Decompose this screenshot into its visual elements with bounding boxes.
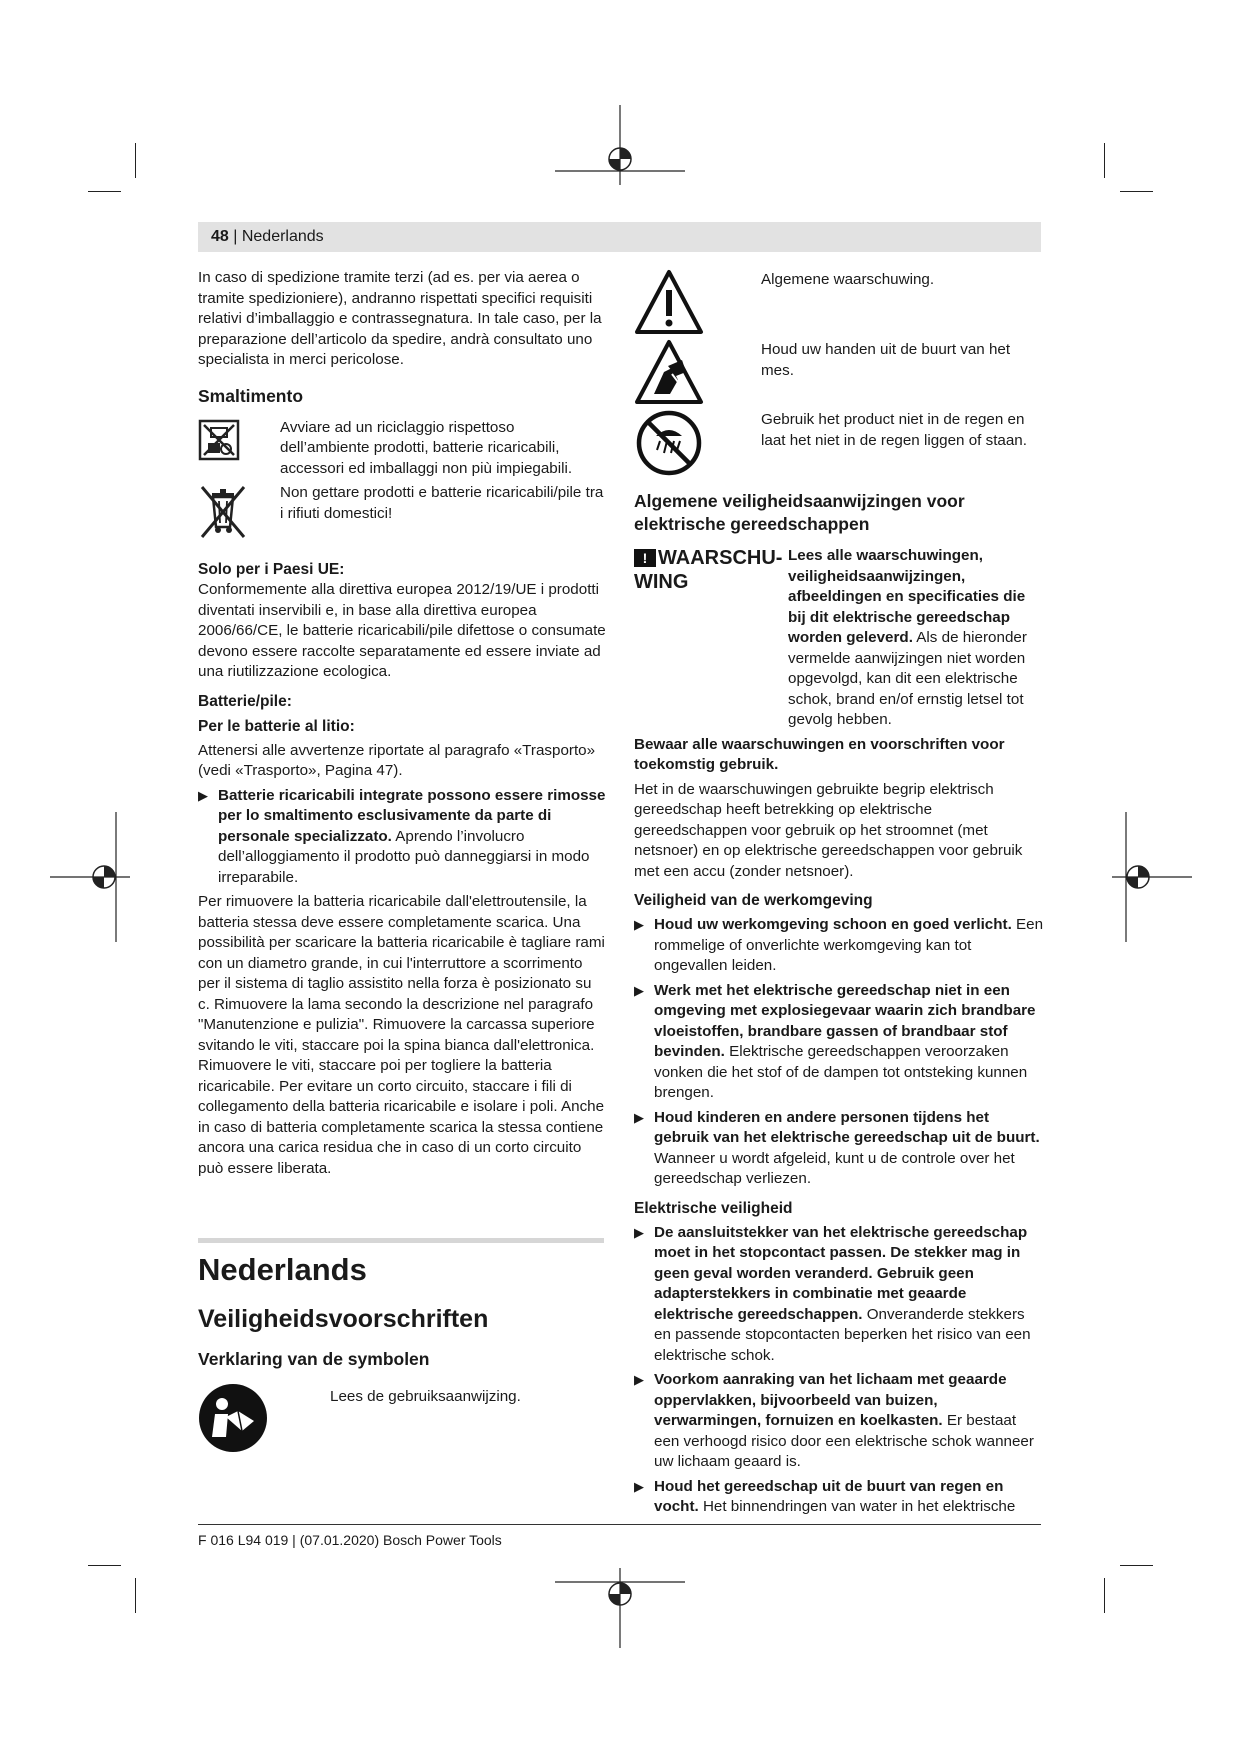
list-item	[634, 1223, 1044, 1367]
bullet-text: Wanneer u wordt afgeleid, kunt u de controle over het gereedschap verliezen.	[654, 1149, 1015, 1187]
bullet-arrow-icon: ▶	[634, 982, 644, 998]
crop-mark	[88, 1565, 121, 1566]
no-rain-icon	[634, 408, 704, 478]
crop-mark	[135, 143, 136, 178]
symbol-text: Lees de gebruiksaanwijzing.	[330, 1388, 521, 1405]
bullet-arrow-icon: ▶	[634, 1372, 644, 1387]
bullet-bold-text: De aansluitstekker van het elektrische gereedschap moet in het stopcontact passen. De stekker mag in geen geval worden veranderd. Gebruik geen adapterstekkers in combinatie met geaarde elektrische gereedschappen.	[654, 1223, 1028, 1323]
crop-mark	[135, 1578, 136, 1613]
hand-blade-icon	[634, 338, 704, 408]
crop-mark	[1104, 143, 1105, 178]
warning-block	[634, 546, 1044, 731]
symbol-row	[634, 408, 1044, 478]
lithium-heading: Per le batterie al litio:	[198, 717, 355, 735]
bullet-text: Aprendo l’involucro dell’alloggiamento il prodotto può danneggiarsi in modo irreparabile.	[218, 827, 590, 886]
shipping-paragraph: In caso di spedizione tramite terzi (ad es. per via aerea o tramite spedizioniere), andranno rispettati specifici requisiti relativi d’imballaggio e contrassegnatura. In tale caso, per la preparazione dell’articolo da spedire, andrà consultato uno specialista in merci pericolose.	[198, 269, 602, 368]
lithium-paragraph: Attenersi alle avvertenze riportate al paragrafo «Trasporto» (vedi «Trasporto», Pagina 47).	[198, 741, 596, 779]
bullet-bold-text: Houd kinderen en andere personen tijdens het gebruik van het elektrische gereedschap uit de buurt.	[654, 1108, 1040, 1146]
crop-mark	[1120, 191, 1153, 192]
section-divider	[198, 1238, 604, 1243]
bullet-text: Het binnendringen van water in het elektrische	[698, 1498, 1016, 1515]
disposal-heading: Smaltimento	[198, 385, 304, 406]
footer-divider	[198, 1524, 1041, 1525]
header-section: Nederlands	[241, 228, 324, 245]
disposal-item-text: Non gettare prodotti e batterie ricaricabili/pile tra i rifiuti domestici!	[280, 484, 604, 522]
workarea-list	[634, 915, 1044, 1190]
registration-mark-icon	[555, 105, 685, 185]
read-manual-icon	[198, 1383, 268, 1453]
symbol-row	[634, 268, 1044, 338]
symbol-row	[634, 338, 1044, 408]
right-column	[634, 268, 1044, 1518]
eu-heading: Solo per i Paesi UE:	[198, 561, 345, 578]
term-paragraph: Het in de waarschuwingen gebruikte begrip elektrisch gereedschap heeft betrekking op elektrische gereedschappen voor gebruik op het stroomnet (met netsnoer) en op elektrische gereedschappen voor gebruik met een accu (zonder netsnoer).	[634, 780, 1023, 880]
nederlands-section	[198, 1252, 606, 1453]
general-safety-heading: Algemene veiligheidsaanwijzingen voor elektrische gereedschappen	[634, 491, 965, 534]
eu-paragraph: Conformemente alla direttiva europea 2012/19/UE i prodotti diventati inservibili e, in base alla direttiva europea 2006/66/CE, le batterie ricaricabili/pile difettose o consumate devono essere raccolte separatamente ed essere inviate ad una riutilizzazione ecologica.	[198, 581, 606, 680]
left-column	[198, 268, 606, 1179]
symbols-heading: Verklaring van de symbolen	[198, 1349, 430, 1369]
warning-triangle-icon	[634, 268, 704, 338]
recycling-icon	[198, 418, 240, 464]
warning-label: ! WAARSCHU- WING	[634, 547, 783, 593]
page-header	[198, 222, 1041, 252]
warning-icon: !	[634, 549, 656, 567]
crop-mark	[1104, 1578, 1105, 1613]
bullet-arrow-icon: ▶	[634, 1478, 644, 1494]
symbol-row	[198, 1383, 606, 1453]
list-item	[634, 1477, 1044, 1518]
header-separator: |	[228, 228, 242, 245]
bullet-bold-text: Voorkom aanraking van het lichaam met geaarde oppervlakken, bijvoorbeeld van buizen, verwarmingen, fornuizen en koelkasten.	[654, 1371, 1007, 1429]
bullet-bold-text: Werk met het elektrische gereedschap niet in een omgeving met explosiegevaar waarin zich brandbare vloeistoffen, brandbare gassen of brandbaar stof bevinden.	[654, 981, 1036, 1060]
symbol-text: Gebruik het product niet in de regen en laat het niet in de regen liggen of staan.	[761, 411, 1027, 449]
bullet-arrow-icon: ▶	[634, 1224, 644, 1240]
symbol-text: Algemene waarschuwing.	[761, 271, 935, 288]
disposal-item	[198, 418, 606, 480]
keep-instructions-text: Bewaar alle waarschuwingen en voorschriften voor toekomstig gebruik.	[634, 735, 1005, 773]
workarea-heading: Veiligheid van de werkomgeving	[634, 892, 873, 909]
list-item	[198, 786, 606, 889]
list-item	[634, 981, 1044, 1104]
electric-heading: Elektrische veiligheid	[634, 1199, 793, 1217]
page-number: 48	[211, 228, 229, 245]
bullet-arrow-icon: ▶	[634, 917, 644, 932]
bullet-text: Onveranderde stekkers en passende stopcontacten beperken het risico van een elektrische schok.	[654, 1305, 1031, 1364]
electric-list	[634, 1223, 1044, 1518]
crossed-bin-icon	[198, 483, 248, 541]
crop-mark	[1120, 1565, 1153, 1566]
registration-mark-icon	[50, 812, 130, 942]
bullet-text: Er bestaat een verhoogd risico door een elektrische schok wanneer uw lichaam geaard is.	[654, 1412, 1034, 1470]
registration-mark-icon	[1112, 812, 1192, 942]
bullet-arrow-icon: ▶	[198, 787, 208, 803]
removal-paragraph: Per rimuovere la batteria ricaricabile dall'elettroutensile, la batteria stessa deve essere completamente scarica. Una possibilità per scaricare la batteria ricaricabile è tagliare rami con un diametro grande, in cui l'interruttore a scorrimento per il sistema di taglio assistito nella forza è posizionato su c. Rimuovere la lama secondo la descrizione nel paragrafo "Manutenzione e pulizia". Rimuovere la carcassa superiore svitando le viti, staccare poi la spina bianca dall'elettronica. Rimuovere le viti, staccare poi per togliere la batteria ricaricabile. Per evitare un corto circuito, staccare i fili di collegamento della batteria ricaricabile e isolare i poli. Anche in caso di batteria completamente scarica la stessa contiene ancora una carica residua che in caso di un corto circuito può essere liberata.	[198, 893, 605, 1177]
disposal-item-text: Avviare ad un riciclaggio rispettoso dell’ambiente prodotti, batterie ricaricabili, accessori ed imballaggi non più impiegabili.	[280, 418, 573, 477]
language-heading: Nederlands	[198, 1252, 367, 1287]
disposal-item	[198, 483, 606, 541]
warning-bold-text: Lees alle waarschuwingen, veiligheidsaanwijzingen, afbeeldingen en specificaties die bij dit elektrische gereedschap worden geleverd.	[788, 547, 1026, 646]
bullet-arrow-icon: ▶	[634, 1109, 644, 1125]
safety-heading: Veiligheidsvoorschriften	[198, 1305, 489, 1333]
crop-mark	[88, 191, 121, 192]
symbol-text: Houd uw handen uit de buurt van het mes.	[761, 341, 1011, 379]
bullet-bold-text: Houd het gereedschap uit de buurt van regen en vocht.	[654, 1477, 1004, 1515]
footer-text: F 016 L94 019 | (07.01.2020) Bosch Power Tools	[198, 1532, 502, 1548]
list-item	[634, 915, 1044, 977]
bullet-text: Elektrische gereedschappen veroorzaken vonken die het stof of de dampen tot ontsteking kunnen brengen.	[654, 1043, 1028, 1101]
registration-mark-icon	[555, 1568, 685, 1648]
list-item	[634, 1370, 1044, 1473]
list-item	[634, 1108, 1044, 1190]
batteries-heading: Batterie/pile:	[198, 692, 292, 710]
bullet-text: Een rommelige of onverlichte werkomgeving kan tot ongevallen leiden.	[654, 916, 1044, 974]
warning-text: Als de hieronder vermelde aanwijzingen niet worden opgevolgd, kan dit een elektrische schok, brand en/of ernstig letsel tot gevolg hebben.	[788, 629, 1027, 728]
bullet-bold-text: Houd uw werkomgeving schoon en goed verlicht.	[654, 916, 1012, 933]
bullet-bold-text: Batterie ricaricabili integrate possono essere rimosse per lo smaltimento esclusivamente da parte di personale specializzato.	[218, 786, 606, 845]
